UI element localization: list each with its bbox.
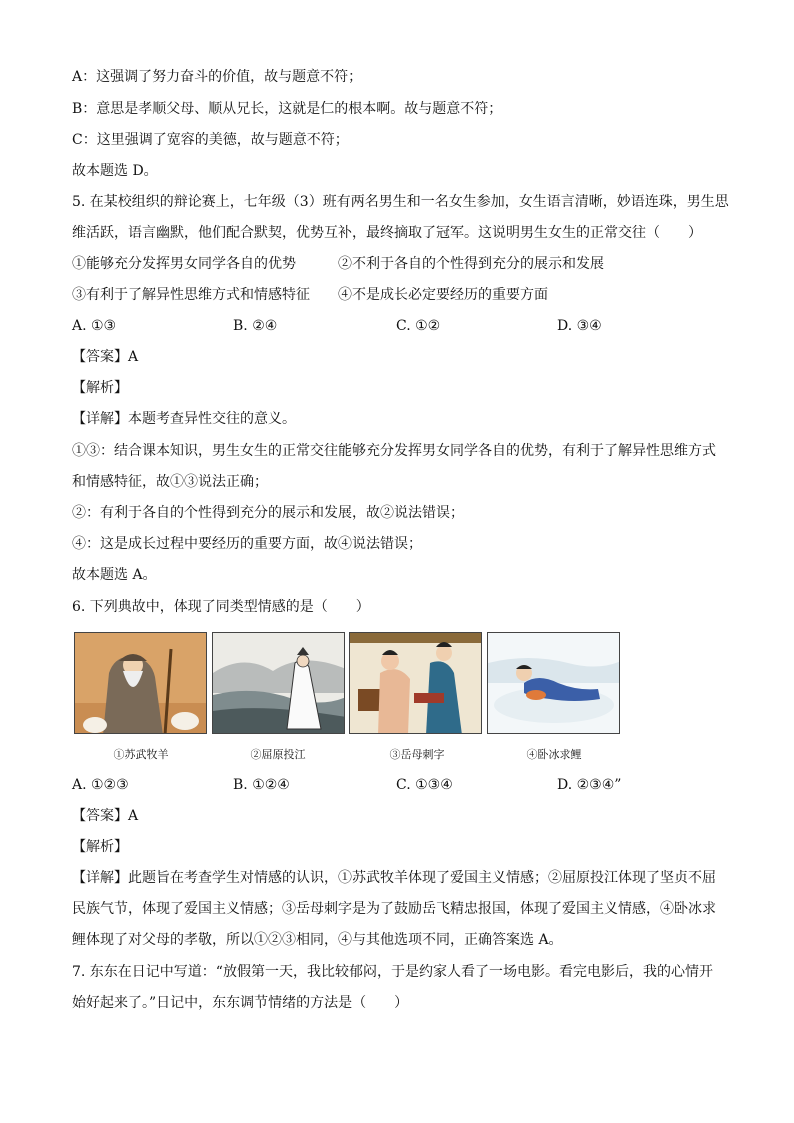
q6-detail-line3: 鲤体现了对父母的孝敬，所以①②③相同，④与其他选项不同，正确答案选 A。 — [72, 932, 563, 948]
q6-stem: 6. 下列典故中，体现了同类型情感的是（ ） — [72, 599, 370, 615]
q5-option-c: C. ①② — [396, 318, 441, 334]
analysis-c: C：这里强调了宽容的美德，故与题意不符； — [72, 132, 349, 148]
q5-explanation-1-cont: 和情感特征，故①③说法正确； — [72, 474, 268, 490]
image-qu-yuan — [212, 632, 345, 734]
q5-analysis-label: 【解析】 — [72, 380, 128, 396]
q5-option-b: B. ②④ — [233, 318, 278, 334]
caption-su-wu: ①苏武牧羊 — [113, 748, 169, 761]
q6-analysis-label: 【解析】 — [72, 839, 128, 855]
q6-option-b: B. ①②④ — [233, 777, 290, 793]
q5-explanation-1: ①③：结合课本知识，男生女生的正常交往能够充分发挥男女同学各自的优势，有利于了解异性思维方式 — [72, 443, 716, 459]
q5-item-1: ①能够充分发挥男女同学各自的优势 — [72, 256, 296, 272]
q5-conclusion: 故本题选 A。 — [72, 567, 157, 583]
su-wu-illustration — [75, 633, 207, 734]
image-wo-bing — [487, 632, 620, 734]
qu-yuan-illustration — [213, 633, 345, 734]
q5-option-a: A. ①③ — [72, 318, 117, 334]
caption-wo-bing: ④卧冰求鲤 — [526, 748, 582, 761]
q5-explanation-2: ②：有利于各自的个性得到充分的展示和发展，故②说法错误； — [72, 505, 464, 521]
analysis-b: B：意思是孝顺父母、顺从兄长，这就是仁的根本啊。故与题意不符； — [72, 101, 503, 117]
q6-detail-line1: 【详解】此题旨在考查学生对情感的认识，①苏武牧羊体现了爱国主义情感；②屈原投江体现了坚贞不屈 — [72, 870, 716, 886]
analysis-conclusion: 故本题选 D。 — [72, 163, 158, 179]
q6-answer: 【答案】A — [72, 808, 139, 824]
yue-mu-illustration — [350, 633, 482, 734]
q5-item-4: ④不是成长必定要经历的重要方面 — [338, 287, 548, 303]
q5-stem-line2: 维活跃，语言幽默，他们配合默契，优势互补，最终摘取了冠军。这说明男生女生的正常交往（ ） — [72, 225, 702, 241]
q6-option-d: D. ②③④” — [557, 777, 622, 793]
caption-yue-mu: ③岳母刺字 — [389, 748, 445, 761]
q7-stem-line1: 7. 东东在日记中写道：“放假第一天，我比较郁闷，于是约家人看了一场电影。看完电影后，我的心情开 — [72, 964, 713, 980]
q5-answer: 【答案】A — [72, 349, 139, 365]
image-yue-mu — [349, 632, 482, 734]
analysis-a: A：这强调了努力奋斗的价值，故与题意不符； — [72, 69, 363, 85]
image-su-wu — [74, 632, 207, 734]
q7-stem-line2: 始好起来了。”日记中，东东调节情绪的方法是（ ） — [72, 995, 409, 1011]
q5-detail: 【详解】本题考查异性交往的意义。 — [72, 411, 296, 427]
q6-detail-line2: 民族气节，体现了爱国主义情感；③岳母刺字是为了鼓励岳飞精忠报国，体现了爱国主义情感，④卧冰求 — [72, 901, 716, 917]
q5-item-3: ③有利于了解异性思维方式和情感特征 — [72, 287, 310, 303]
q6-option-c: C. ①③④ — [396, 777, 453, 793]
q5-stem-line1: 5. 在某校组织的辩论赛上，七年级（3）班有两名男生和一名女生参加，女生语言清晰，妙语连珠，男生思 — [72, 194, 729, 210]
q5-option-d: D. ③④ — [557, 318, 602, 334]
q5-item-2: ②不利于各自的个性得到充分的展示和发展 — [338, 256, 604, 272]
q5-explanation-3: ④：这是成长过程中要经历的重要方面，故④说法错误； — [72, 536, 422, 552]
caption-qu-yuan: ②屈原投江 — [250, 748, 306, 761]
wo-bing-illustration — [488, 633, 620, 734]
q6-option-a: A. ①②③ — [72, 777, 129, 793]
